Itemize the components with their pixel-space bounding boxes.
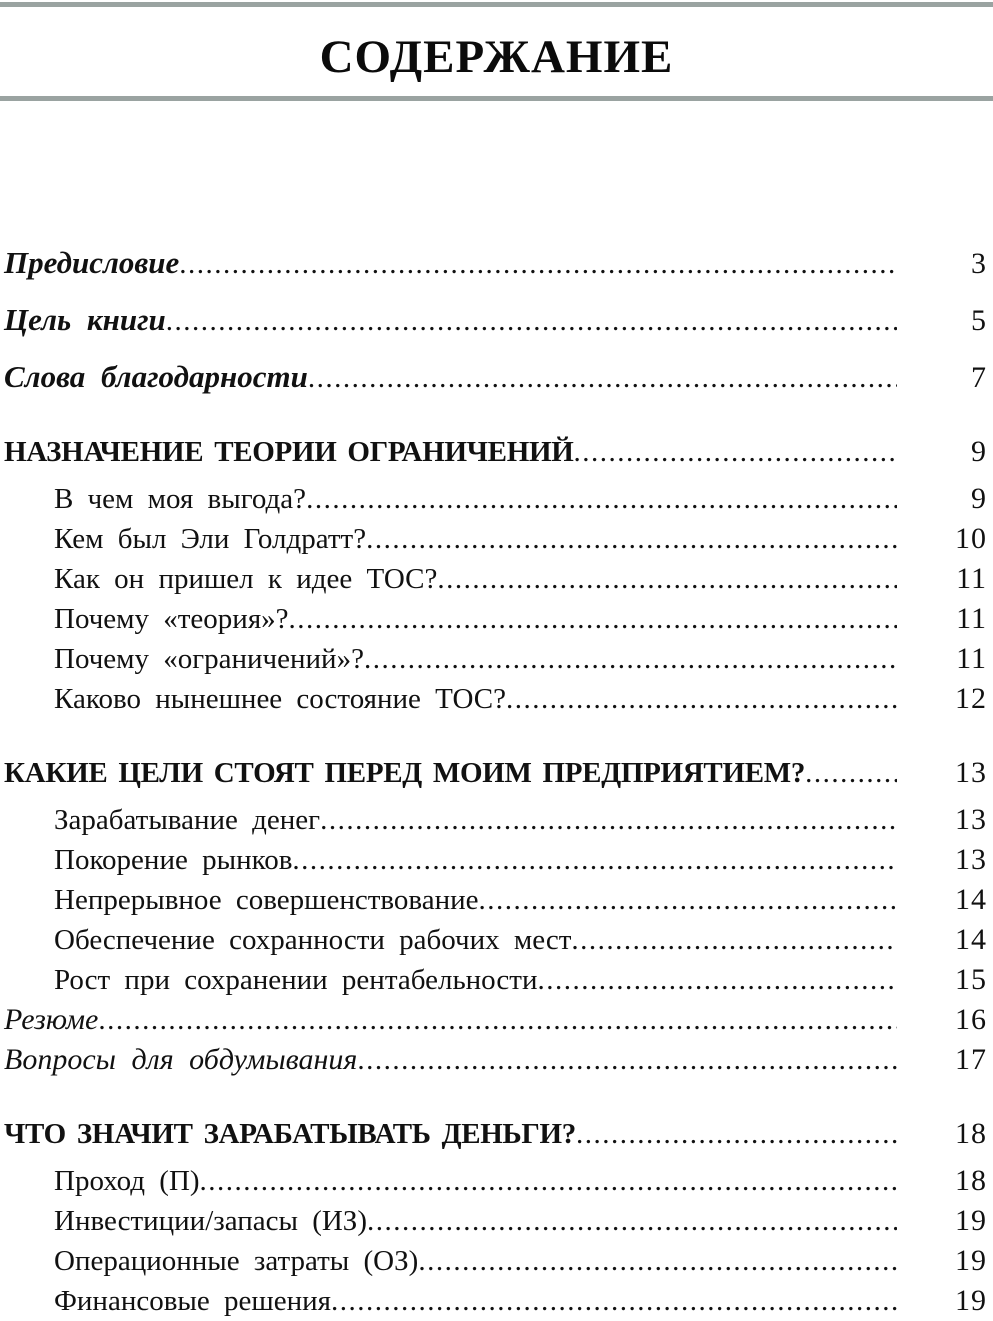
toc-entry [4, 880, 987, 920]
toc-entry-label: Почему «ограничений»? [54, 643, 364, 675]
toc-entry [4, 300, 987, 341]
toc-entry-page: 17 [955, 1043, 987, 1076]
dot-leader [576, 1115, 897, 1154]
toc-entry-label: Как он пришел к идее ТОС? [54, 563, 438, 595]
toc-entry [4, 800, 987, 840]
dot-leader [571, 921, 897, 960]
toc-entry [4, 1281, 987, 1321]
dot-leader [308, 357, 897, 398]
toc-entry [4, 1114, 987, 1154]
toc-entry-page: 9 [971, 435, 987, 468]
page-title: СОДЕРЖАНИЕ [319, 31, 674, 83]
toc-entry-label: Кем был Эли Голдратт? [54, 523, 367, 555]
dot-leader [306, 480, 897, 519]
toc-entry-label: Предисловие [4, 245, 180, 280]
toc-entry-page: 18 [955, 1117, 987, 1150]
toc-entry [4, 559, 987, 599]
dot-leader [166, 300, 897, 341]
toc-entry-page: 9 [971, 482, 987, 515]
toc-entry-label: Обеспечение сохранности рабочих мест [54, 924, 572, 956]
toc-entry-label: НАЗНАЧЕНИЕ ТЕОРИИ ОГРАНИЧЕНИЙ [4, 436, 574, 468]
toc-entry-page: 11 [956, 562, 987, 595]
toc-entry-label: Цель книги [4, 302, 166, 337]
toc-entry-label: ЧТО ЗНАЧИТ ЗАРАБАТЫВАТЬ ДЕНЬГИ? [4, 1118, 576, 1150]
toc-entry-label: Слова благодарности [4, 359, 308, 394]
dot-leader [506, 680, 897, 719]
toc-entry-label: КАКИЕ ЦЕЛИ СТОЯТ ПЕРЕД МОИМ ПРЕДПРИЯТИЕМ? [4, 757, 806, 789]
toc-entry [4, 1201, 987, 1241]
toc-entry [4, 960, 987, 1000]
toc-entry-page: 11 [956, 642, 987, 675]
dot-leader [418, 1242, 897, 1281]
toc-list [0, 101, 993, 1321]
toc-entry-page: 13 [955, 843, 987, 876]
toc-entry-page: 18 [955, 1164, 987, 1197]
toc-entry [4, 519, 987, 559]
toc-entry [4, 840, 987, 880]
dot-leader [537, 961, 897, 1000]
toc-entry-page: 7 [971, 361, 987, 394]
toc-entry-page: 3 [971, 247, 987, 280]
toc-entry-label: Инвестиции/запасы (ИЗ) [54, 1205, 367, 1237]
toc-entry-label: Операционные затраты (ОЗ) [54, 1245, 419, 1277]
toc-entry-page: 15 [955, 963, 987, 996]
toc-entry [4, 639, 987, 679]
toc-entry [4, 357, 987, 398]
toc-entry-page: 10 [955, 522, 987, 555]
toc-entry-label: Покорение рынков [54, 844, 293, 876]
toc-entry-label: Финансовые решения [54, 1285, 331, 1317]
toc-entry-label: В чем моя выгода? [54, 483, 307, 515]
toc-entry-page: 14 [955, 923, 987, 956]
toc-entry [4, 1040, 987, 1080]
toc-entry-page: 19 [955, 1284, 987, 1317]
toc-entry-page: 19 [955, 1204, 987, 1237]
toc-entry-label: Рост при сохранении рентабельности [54, 964, 538, 996]
toc-entry-page: 16 [955, 1003, 987, 1036]
toc-entry-label: Резюме [4, 1003, 99, 1036]
dot-leader [805, 754, 897, 793]
toc-entry [4, 753, 987, 793]
toc-entry [4, 479, 987, 519]
dot-leader [331, 1282, 897, 1321]
dot-leader [98, 1000, 897, 1040]
toc-entry-page: 11 [956, 602, 987, 635]
toc-entry-label: Вопросы для обдумывания [4, 1043, 358, 1076]
dot-leader [179, 243, 897, 284]
dot-leader [437, 560, 897, 599]
toc-entry-page: 13 [955, 803, 987, 836]
dot-leader [366, 520, 897, 559]
dot-leader [364, 640, 897, 679]
toc-entry [4, 432, 987, 472]
toc-entry [4, 1161, 987, 1201]
toc-entry [4, 1241, 987, 1281]
toc-entry-page: 19 [955, 1244, 987, 1277]
dot-leader [289, 600, 897, 639]
toc-entry-label: Почему «теория»? [54, 603, 289, 635]
toc-entry-page: 12 [955, 682, 987, 715]
toc-entry-label: Зарабатывание денег [54, 804, 321, 836]
dot-leader [357, 1040, 897, 1080]
dot-leader [574, 433, 897, 472]
toc-entry-page: 13 [955, 756, 987, 789]
toc-entry-page: 14 [955, 883, 987, 916]
dot-leader [292, 841, 897, 880]
toc-entry [4, 679, 987, 719]
dot-leader [367, 1202, 897, 1241]
dot-leader [200, 1162, 897, 1201]
toc-entry-page: 5 [971, 304, 987, 337]
dot-leader [479, 881, 898, 920]
top-rule [0, 2, 993, 7]
toc-entry [4, 243, 987, 284]
toc-entry-label: Каково нынешнее состояние ТОС? [54, 683, 506, 715]
toc-entry [4, 920, 987, 960]
toc-entry [4, 599, 987, 639]
dot-leader [320, 801, 897, 840]
toc-entry [4, 1000, 987, 1040]
toc-entry-label: Проход (П) [54, 1165, 200, 1197]
toc-entry-label: Непрерывное совершенствование [54, 884, 479, 916]
